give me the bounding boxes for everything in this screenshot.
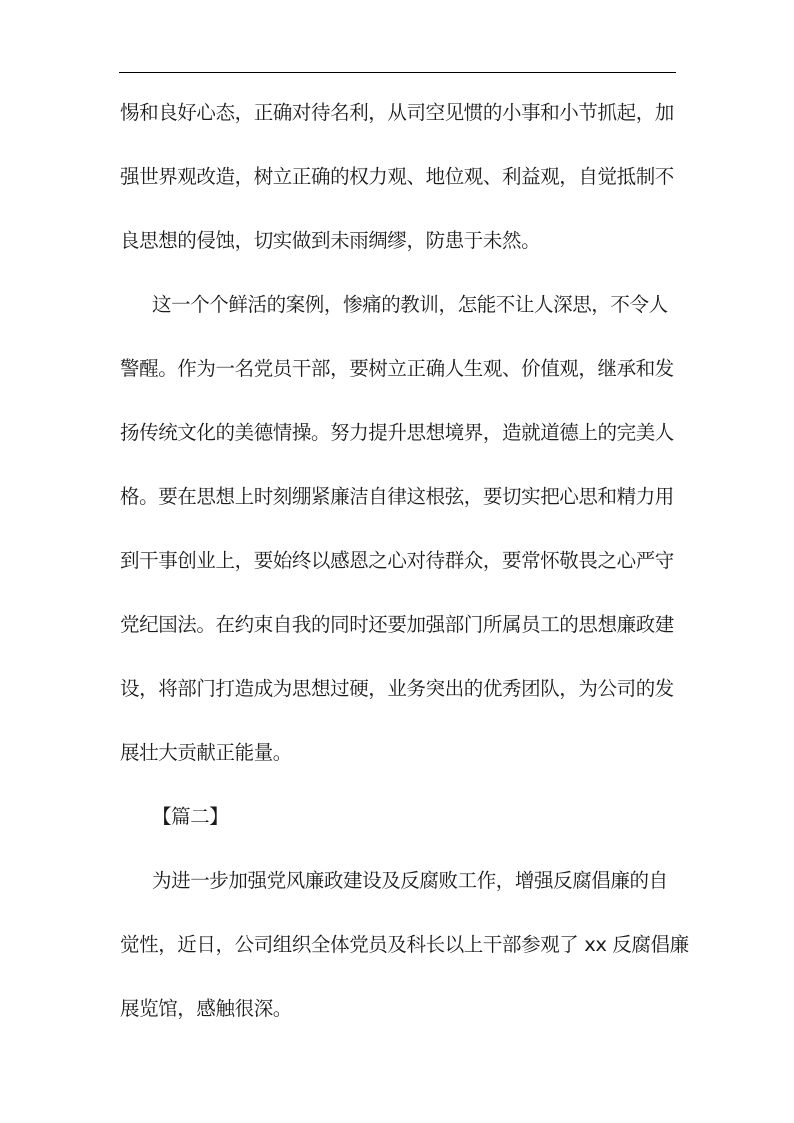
paragraph-line: 为进一步加强党风廉政建设及反腐败工作，增强反腐倡廉的自 <box>152 869 668 892</box>
paragraph-line: 格。要在思想上时刻绷紧廉洁自律这根弦，要切实把心思和精力用 <box>120 485 674 508</box>
paragraph-line: 觉性，近日，公司组织全体党员及科长以上干部参观了 xx 反腐倡廉 <box>120 933 689 956</box>
section-heading: 【篇二】 <box>152 805 229 828</box>
body-text <box>120 91 689 1051</box>
paragraph-line: 这一个个鲜活的案例，惨痛的教训，怎能不让人深思，不令人 <box>152 293 668 316</box>
paragraph-line: 设，将部门打造成为思想过硬，业务突出的优秀团队，为公司的发 <box>120 677 674 700</box>
paragraph-line: 展览馆，感触很深。 <box>120 997 292 1020</box>
paragraph-line: 良思想的侵蚀，切实做到未雨绸缪，防患于未然。 <box>120 229 541 252</box>
paragraph-line: 展壮大贡献正能量。 <box>120 741 292 764</box>
paragraph-line: 惕和良好心态，正确对待名利，从司空见惯的小事和小节抓起，加 <box>120 101 674 124</box>
paragraph-line: 警醒。作为一名党员干部，要树立正确人生观、价值观，继承和发 <box>120 357 674 380</box>
paragraph-line: 党纪国法。在约束自我的同时还要加强部门所属员工的思想廉政建 <box>120 613 674 636</box>
paragraph-line: 扬传统文化的美德情操。努力提升思想境界，造就道德上的完美人 <box>120 421 674 444</box>
paragraph-line: 强世界观改造，树立正确的权力观、地位观、利益观，自觉抵制不 <box>120 165 674 188</box>
paragraph-line: 到干事创业上，要始终以感恩之心对待群众，要常怀敬畏之心严守 <box>120 549 674 572</box>
header-rule <box>119 72 676 73</box>
